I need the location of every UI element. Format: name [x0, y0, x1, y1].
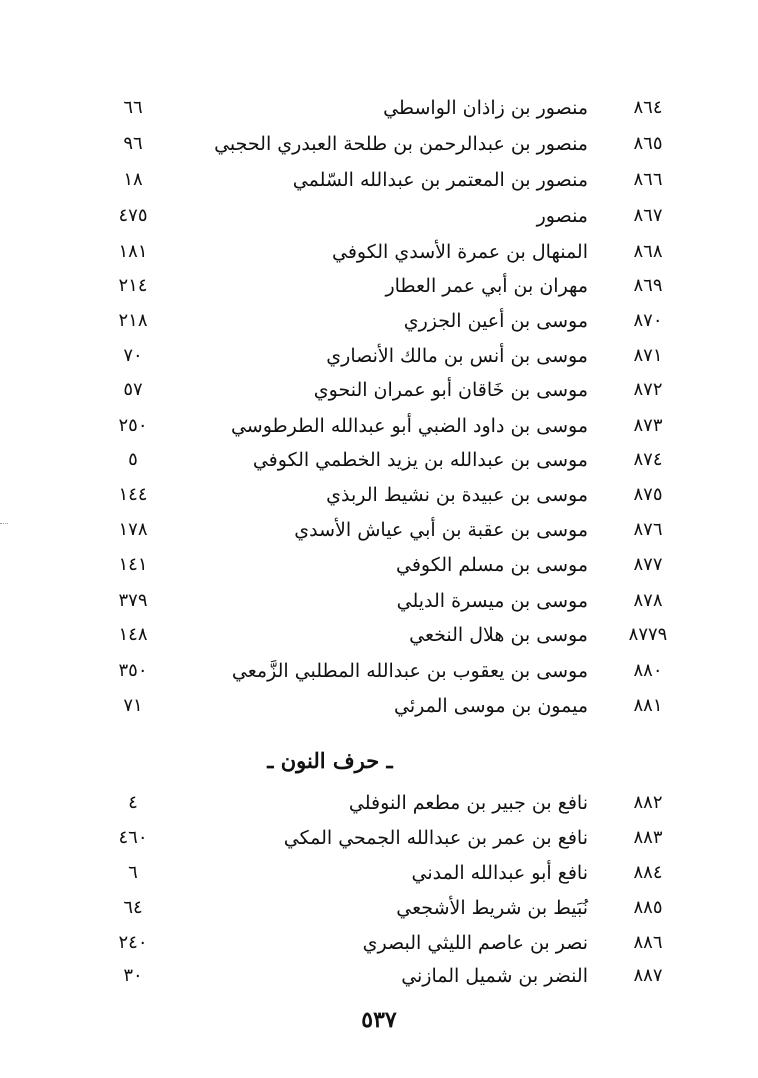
entry-number: ٨٧١ [633, 345, 663, 366]
entry-page: ٣٧٩ [118, 590, 148, 611]
entry-number: ٨٧٦ [633, 519, 663, 540]
entry-number: ٨٦٥ [633, 133, 663, 154]
entry-name: موسى بن مسلم الكوفي [396, 554, 588, 576]
entry-page: ١٨ [123, 169, 143, 190]
entry-page: ٧٠ [123, 345, 143, 366]
entry-page: ٢١٤ [118, 275, 148, 296]
entry-page: ٦٤ [123, 897, 143, 918]
entry-page: ٦٦ [123, 97, 143, 118]
margin-mark [0, 523, 8, 525]
entry-name: موسى بن عبدالله بن يزيد الخطمي الكوفي [252, 449, 588, 471]
index-entry [0, 269, 758, 303]
section-heading: ـ حرف النون ـ [267, 748, 393, 773]
index-entry [0, 304, 758, 338]
entry-name: موسى بن أعين الجزري [403, 310, 588, 332]
entry-name: منصور بن زاذان الواسطي [383, 97, 588, 119]
entry-name: موسى بن أنس بن مالك الأنصاري [326, 345, 588, 367]
entry-name: موسى بن هلال النخعي [409, 624, 588, 646]
entry-name: مهران بن أبي عمر العطار [385, 275, 588, 297]
entry-page: ٢٥٠ [118, 415, 148, 436]
entry-name: ميمون بن موسى المرئي [394, 695, 588, 717]
entry-number: ٨٨٠ [633, 660, 663, 681]
index-entry [0, 478, 758, 512]
entry-name: موسى بن عقبة بن أبي عياش الأسدي [294, 519, 588, 541]
entry-page: ٩٦ [123, 133, 143, 154]
entry-number: ٨٧٠ [633, 310, 663, 331]
entry-name: موسى بن عبيدة بن نشيط الربذي [326, 484, 588, 506]
entry-page: ٤ [128, 792, 138, 813]
entry-number: ٨٧٨ [633, 590, 663, 611]
index-entry [0, 199, 758, 233]
entry-number: ٨٨٥ [633, 897, 663, 918]
index-entry [0, 926, 758, 960]
entry-name: موسى بن خَاقان أبو عمران النحوي [313, 379, 588, 401]
entry-name: نُبَيط بن شريط الأشجعي [396, 897, 588, 919]
entry-number: ٨٨٤ [633, 862, 663, 883]
entry-number: ٨٦٦ [633, 169, 663, 190]
entry-page: ٧١ [123, 695, 143, 716]
entry-page: ١٤٨ [118, 624, 148, 645]
index-entry [0, 513, 758, 547]
index-entry [0, 443, 758, 477]
entry-page: ١٤٤ [118, 484, 148, 505]
index-entry [0, 856, 758, 890]
entry-page: ١٤١ [118, 554, 148, 575]
entry-name: موسى بن ميسرة الديلي [396, 590, 588, 612]
index-entry [0, 91, 758, 125]
entry-page: ٤٦٠ [118, 827, 148, 848]
entry-number: ٨٧٤ [633, 449, 663, 470]
entry-number: ٨٧٥ [633, 484, 663, 505]
entry-number: ٨٨١ [633, 695, 663, 716]
entry-name: منصور بن عبدالرحمن بن طلحة العبدري الحجبي [214, 133, 588, 155]
entry-page: ٣٥٠ [118, 660, 148, 681]
entry-name: موسى بن داود الضبي أبو عبدالله الطرطوسي [230, 415, 588, 437]
index-entry [0, 548, 758, 582]
entry-page: ٥ [128, 449, 138, 470]
index-entry [0, 786, 758, 820]
entry-name: منصور [536, 205, 588, 227]
entry-number: ٨٦٨ [633, 241, 663, 262]
index-entry [0, 618, 758, 652]
index-entry [0, 409, 758, 443]
index-entry [0, 959, 758, 993]
entry-page: ٢١٨ [118, 310, 148, 331]
entry-name: نافع بن عمر بن عبدالله الجمحي المكي [283, 827, 588, 849]
index-entry [0, 584, 758, 618]
entry-number: ٨٨٧ [633, 965, 663, 986]
entry-page: ٤٧٥ [118, 205, 148, 226]
entry-name: موسى بن يعقوب بن عبدالله المطلبي الزَّمعي [231, 660, 588, 682]
entry-page: ٥٧ [123, 379, 143, 400]
entry-name: منصور بن المعتمر بن عبدالله السّلمي [292, 169, 588, 191]
index-entry [0, 235, 758, 269]
entry-page: ٢٤٠ [118, 932, 148, 953]
entry-page: ١٨١ [118, 241, 148, 262]
entry-number: ٨٧٢ [633, 379, 663, 400]
entry-name: نافع أبو عبدالله المدني [411, 862, 588, 884]
entry-page: ٣٠ [123, 965, 143, 986]
index-entry [0, 339, 758, 373]
entry-name: نافع بن جبير بن مطعم النوفلي [348, 792, 588, 814]
entry-page: ٦ [128, 862, 138, 883]
index-entry [0, 891, 758, 925]
entry-name: نصر بن عاصم الليثي البصري [362, 932, 588, 954]
index-entry [0, 373, 758, 407]
index-entry [0, 821, 758, 855]
entry-number: ٨٧٣ [633, 415, 663, 436]
entry-number: ٨٨٣ [633, 827, 663, 848]
entry-number: ٨٦٧ [633, 205, 663, 226]
entry-number: ٨٧٧ [633, 554, 663, 575]
entry-number: ٨٧٧٩ [628, 624, 668, 645]
entry-name: المنهال بن عمرة الأسدي الكوفي [332, 241, 588, 263]
entry-number: ٨٨٦ [633, 932, 663, 953]
entry-number: ٨٨٢ [633, 792, 663, 813]
index-entry [0, 689, 758, 723]
entry-number: ٨٦٤ [633, 97, 663, 118]
page-number: ٥٣٧ [361, 1007, 397, 1033]
entry-page: ١٧٨ [118, 519, 148, 540]
index-entry [0, 127, 758, 161]
entry-name: النضر بن شميل المازني [401, 965, 588, 987]
entry-number: ٨٦٩ [633, 275, 663, 296]
index-entry [0, 654, 758, 688]
index-entry [0, 163, 758, 197]
